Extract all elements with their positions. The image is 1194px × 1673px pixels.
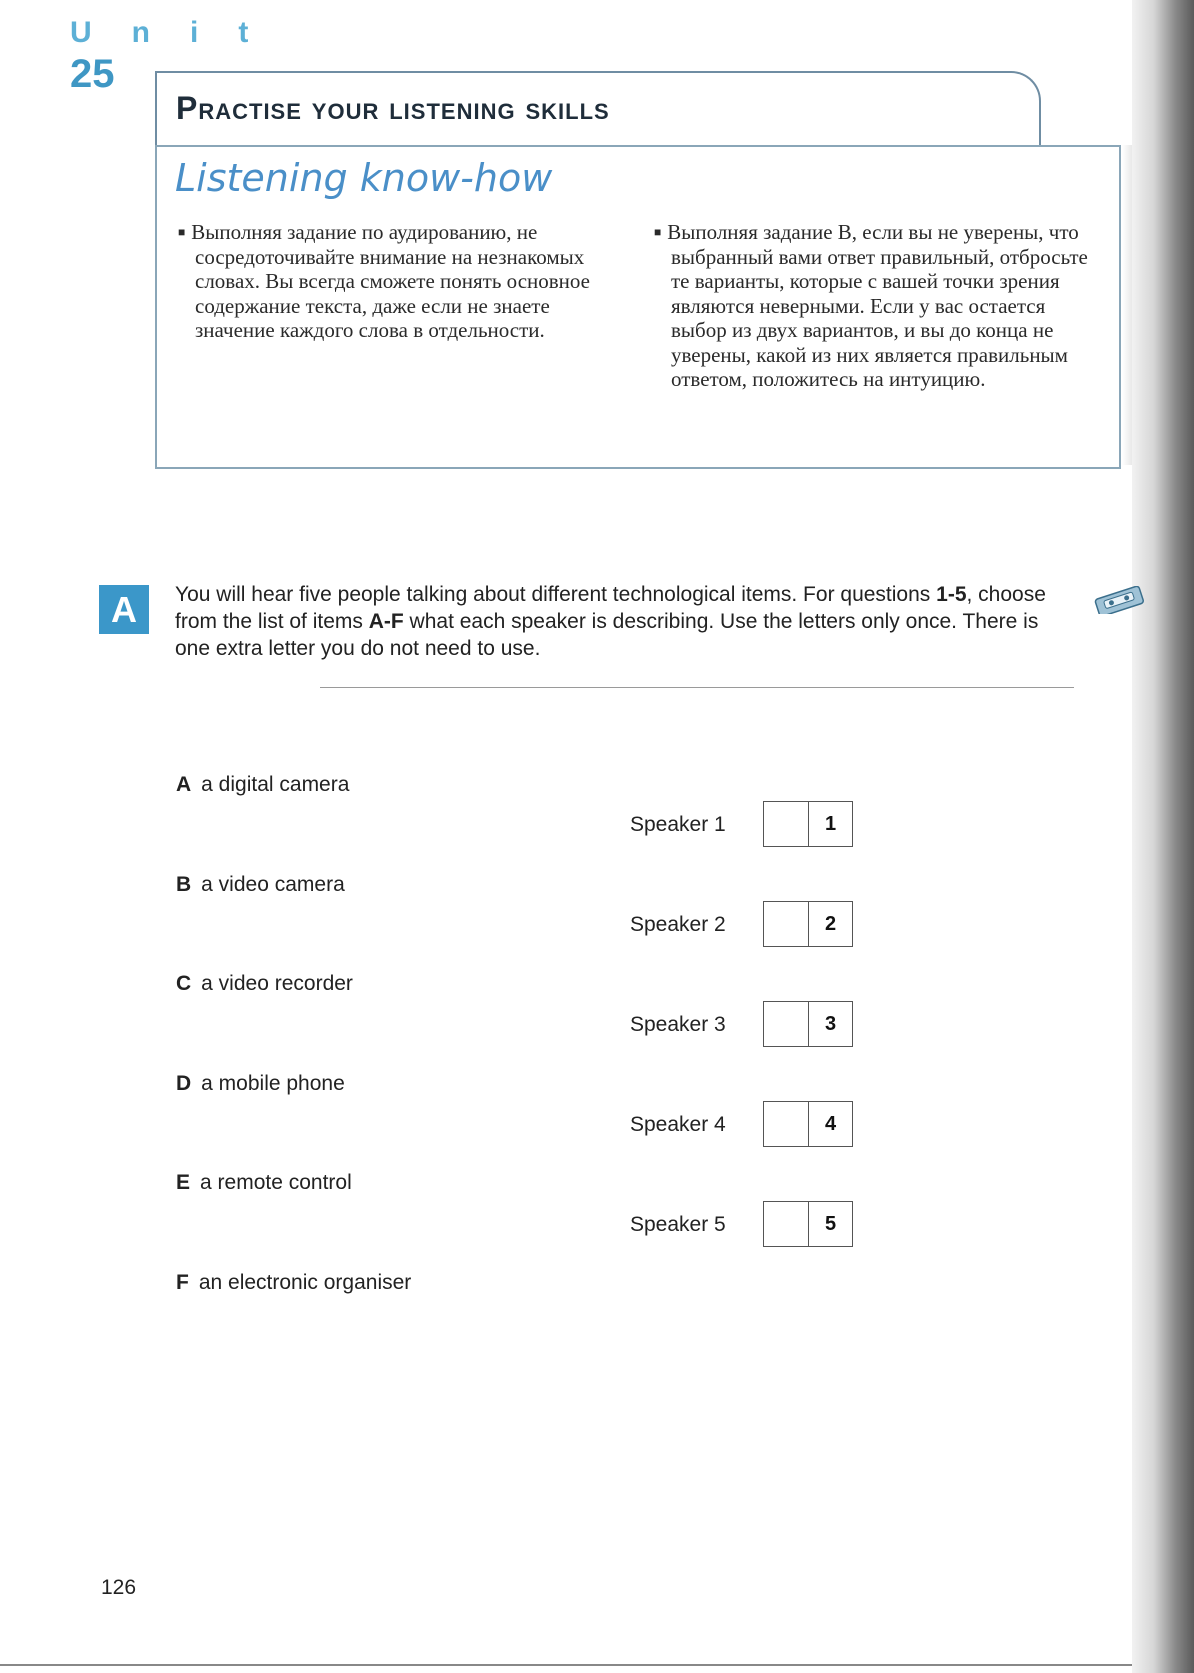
answer-number: 4 (824, 1112, 837, 1135)
knowhow-tip-left (178, 220, 618, 343)
answer-box-4[interactable] (763, 1101, 853, 1147)
knowhow-heading-bold: Listening (175, 156, 348, 200)
option-letter: F (176, 1271, 189, 1294)
answer-blank[interactable] (764, 1202, 809, 1246)
option-letter: B (176, 873, 192, 896)
answer-box-5[interactable] (763, 1201, 853, 1247)
instr-letters: A-F (368, 610, 404, 633)
option-text: a video recorder (201, 972, 353, 995)
option-text: a video camera (201, 873, 345, 896)
knowhow-heading-rest: know-how (359, 156, 553, 200)
answer-number: 5 (824, 1212, 837, 1235)
answer-blank[interactable] (764, 902, 809, 946)
option-letter: A (176, 773, 192, 796)
answer-number: 2 (824, 912, 837, 935)
page-bottom-edge (0, 1664, 1132, 1666)
page-gutter-shadow (1132, 0, 1194, 1673)
option-c (176, 972, 353, 996)
speaker-3-label: Speaker 3 (630, 1013, 726, 1036)
instr-part-1: You will hear five people talking about different technological items. For questions (175, 583, 937, 606)
answer-box-3[interactable] (763, 1001, 853, 1047)
gutter-highlight (1122, 145, 1132, 465)
divider-line (320, 687, 1074, 688)
option-text: a remote control (200, 1171, 352, 1194)
answer-blank[interactable] (764, 1002, 809, 1046)
bullet-icon: ■ (654, 225, 662, 239)
page-number: 126 (101, 1576, 137, 1599)
answer-box-2[interactable] (763, 901, 853, 947)
answer-blank[interactable] (764, 802, 809, 846)
unit-number: 25 (70, 52, 115, 96)
task-instructions (175, 581, 1075, 662)
speaker-2-label: Speaker 2 (630, 913, 726, 936)
option-text: an electronic organiser (198, 1271, 412, 1294)
cassette-tape-icon (1092, 586, 1148, 614)
task-badge: A (99, 585, 149, 634)
option-text: a digital camera (201, 773, 350, 796)
page-title: Practise your listening skills (176, 90, 610, 126)
option-text: a mobile phone (201, 1072, 345, 1095)
answer-blank[interactable] (764, 1102, 809, 1146)
option-letter: C (176, 972, 192, 995)
option-a (176, 773, 349, 797)
knowhow-heading (175, 156, 552, 200)
answer-number: 1 (824, 812, 837, 835)
knowhow-tip-right (654, 220, 1104, 392)
option-b (176, 873, 345, 897)
instr-part-3: what each speaker is describing. Use the letters only once. There is one extra letter you do not need to use. (175, 610, 1039, 660)
option-letter: E (176, 1171, 191, 1194)
speaker-1-label: Speaker 1 (630, 813, 726, 836)
instr-part-2: , choose from the list of items (175, 583, 1046, 633)
instr-range: 1-5 (936, 583, 967, 606)
speaker-5-label: Speaker 5 (630, 1213, 726, 1236)
answer-box-1[interactable] (763, 801, 853, 847)
option-f (176, 1271, 411, 1295)
tip-left-text: Выполняя задание по аудированию, не сосредоточивайте внимание на незнакомых словах. Вы всегда сможете понять основное содержание текста, даже если не знаете значение каждого слова в отдельности. (191, 220, 590, 342)
tip-right-text: Выполняя задание B, если вы не уверены, что выбранный вами ответ правильный, отбросьте те варианты, которые с вашей точки зрения являются неверными. Если у вас остается выбор из двух вариантов, и вы до конца не уверены, какой из них является правильным ответом, положитесь на интуицию. (667, 220, 1088, 391)
answer-number: 3 (824, 1012, 837, 1035)
bullet-icon: ■ (178, 225, 186, 239)
option-d (176, 1072, 345, 1096)
unit-label: Unit (70, 16, 289, 49)
option-e (176, 1171, 352, 1195)
option-letter: D (176, 1072, 192, 1095)
speaker-4-label: Speaker 4 (630, 1113, 726, 1136)
